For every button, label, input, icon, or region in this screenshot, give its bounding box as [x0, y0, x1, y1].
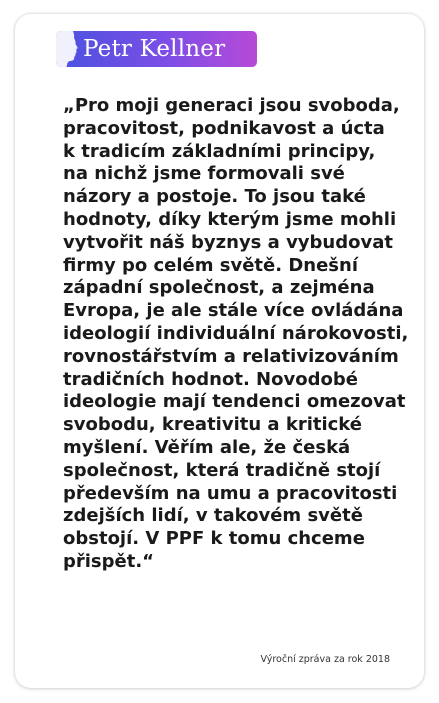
- name-tag: [56, 31, 257, 67]
- quote-line: pracovitost, podnikavost a úcta: [63, 117, 385, 139]
- quote-line: myšlení. Věřím ale, že česká: [63, 436, 351, 458]
- quote-text: [63, 95, 423, 574]
- quote-line: západní společnost, a zejména: [63, 277, 375, 299]
- quote-line: Evropa, je ale stále více ovládána: [63, 300, 404, 322]
- quote-line: názory a postoje. To jsou také: [63, 186, 366, 208]
- quote-line: hodnoty, díky kterým jsme mohli: [63, 208, 397, 230]
- quote-line: vytvořit náš byznys a vybudovat: [63, 231, 393, 253]
- quote-line: rovnostářstvím a relativizováním: [63, 345, 399, 367]
- quote-line: tradičních hodnot. Novodobé: [63, 368, 358, 390]
- source-caption: Výroční zpráva za rok 2018: [260, 654, 390, 665]
- quote-line: zdejších lidí, v takovém světě: [63, 505, 363, 527]
- quote-line: ideologie mají tendenci omezovat: [63, 391, 406, 413]
- quote-line: svobodu, kreativitu a kritické: [63, 414, 363, 436]
- person-name: Petr Kellner: [83, 36, 226, 62]
- quote-line: k tradicím základními principy,: [63, 140, 376, 162]
- quote-line: obstojí. V PPF k tomu chceme: [63, 528, 365, 550]
- quote-line: především na umu a pracovitosti: [63, 482, 398, 504]
- quote-line: přispět.“: [63, 550, 155, 572]
- quote-line: společnost, která tradičně stojí: [63, 459, 381, 481]
- quote-line: „Pro moji generaci jsou svoboda,: [63, 95, 400, 116]
- quote-line: firmy po celém světě. Dnešní: [63, 254, 359, 276]
- quote-line: ideologií individuální nárokovosti,: [63, 322, 409, 344]
- quote-line: na nichž jsme formovali své: [63, 163, 345, 185]
- profile-silhouette-icon: [56, 31, 78, 67]
